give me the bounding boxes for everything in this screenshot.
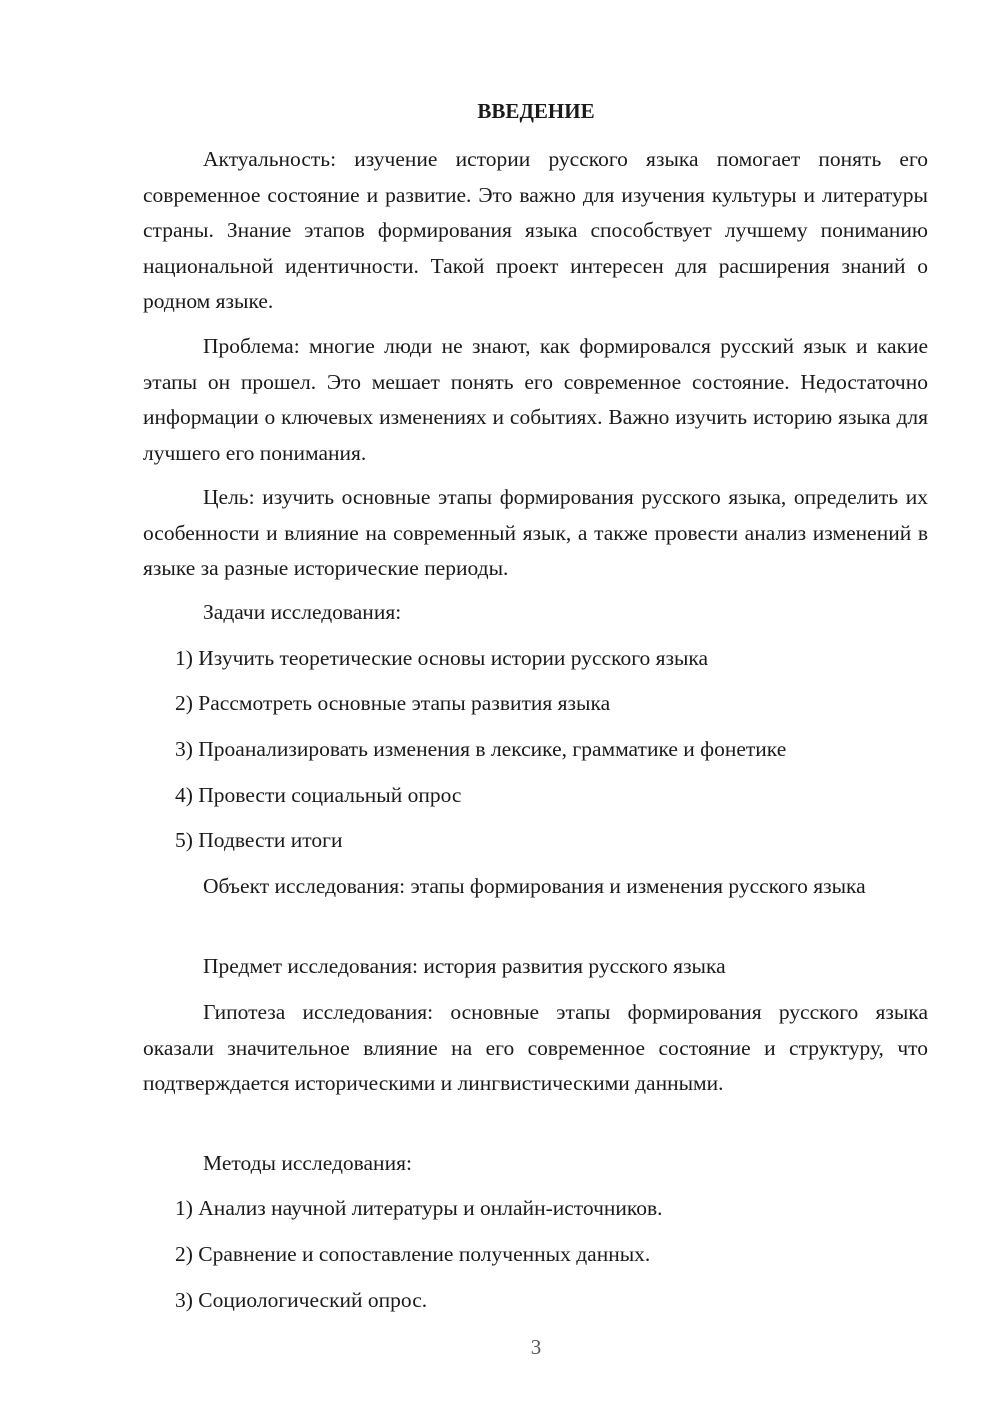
task-item-2: 2) Рассмотреть основные этапы развития языка (175, 691, 611, 715)
relevance-paragraph: Актуальность: изучение истории русского языка помогает понять его современное состояние и развитие. Это важно для изучения культуры и литературы страны. Знание этапов формирования языка способствует лучшему пониманию национальной идентичности. Такой проект интересен для расширения знаний о родном языке. (143, 147, 928, 313)
object-paragraph: Объект исследования: этапы формирования и изменения русского языка (203, 874, 866, 898)
task-item-1: 1) Изучить теоретические основы истории русского языка (175, 646, 709, 670)
hypothesis-paragraph: Гипотеза исследования: основные этапы формирования русского языка оказали значительное влияние на его современное состояние и структуру, что подтверждается историческими и лингвистическими данными. (143, 1000, 928, 1095)
problem-paragraph: Проблема: многие люди не знают, как формировался русский язык и какие этапы он прошел. Это мешает понять его современное состояние. Недостаточно информации о ключевых изменениях и событиях. Важно изучить историю языка для лучшего его понимания. (143, 334, 928, 465)
task-item-4: 4) Провести социальный опрос (175, 783, 462, 807)
task-item-3: 3) Проанализировать изменения в лексике, грамматике и фонетике (175, 737, 787, 761)
task-item-5: 5) Подвести итоги (175, 828, 343, 852)
method-item-1: 1) Анализ научной литературы и онлайн-источников. (175, 1196, 663, 1220)
method-item-3: 3) Социологический опрос. (175, 1288, 428, 1312)
page-number: 3 (530, 1335, 542, 1359)
tasks-heading: Задачи исследования: (203, 600, 402, 624)
goal-paragraph: Цель: изучить основные этапы формирования русского языка, определить их особенности и влияние на современный язык, а также провести анализ изменений в языке за разные исторические периоды. (143, 485, 928, 580)
method-item-2: 2) Сравнение и сопоставление полученных данных. (175, 1242, 651, 1266)
page-title: ВВЕДЕНИЕ (477, 99, 595, 123)
methods-heading: Методы исследования: (203, 1151, 412, 1175)
subject-paragraph: Предмет исследования: история развития русского языка (203, 954, 726, 978)
